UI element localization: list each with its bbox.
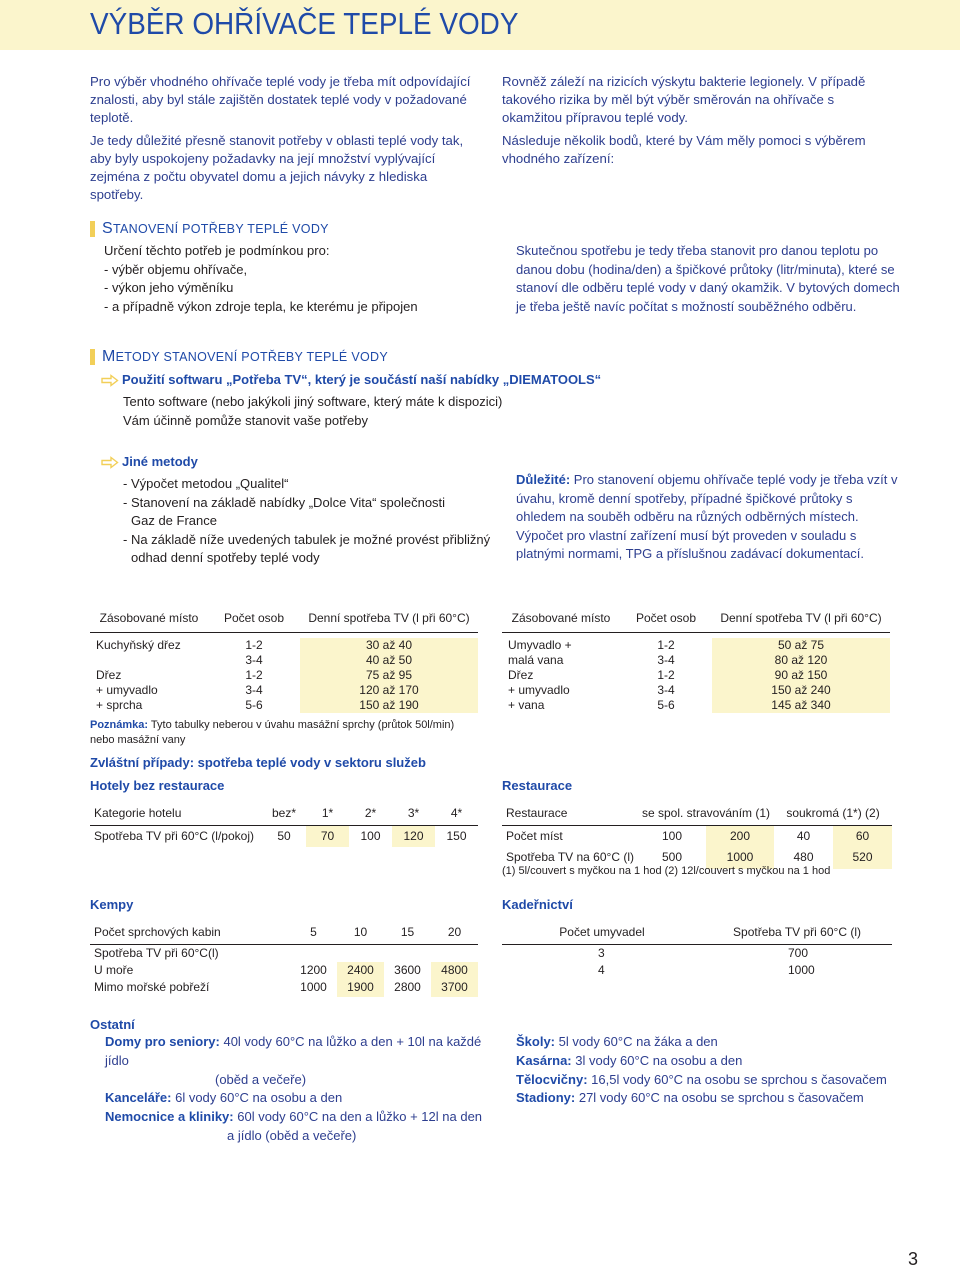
list-item: odhad denní spotřeby teplé vody (131, 550, 320, 566)
list-item: Domy pro seniory: 40l vody 60°C na lůžko a den + 10l na každé jídlo (105, 1034, 482, 1068)
page-number: 3 (907, 1249, 918, 1269)
table-row: + umyvadlo 3-4 150 až 240 (502, 683, 890, 698)
special-cases-title: Zvláštní případy: spotřeba teplé vody v sektoru služeb (90, 755, 426, 770)
section-heading-methods: METODY STANOVENÍ POTŘEBY TEPLÉ VODY (90, 346, 388, 369)
table-row: Počet umyvadel Spotřeba TV při 60°C (l) (502, 922, 892, 944)
list-item: - Stanovení na základě nabídky „Dolce Vita“ společnosti (123, 494, 446, 510)
intro-paragraph: Pro výběr vhodného ohřívače teplé vody je třeba mít odpovídající znalosti, aby byl stále zajištěn dostatek teplé vody v požadované teplotě. (90, 74, 471, 126)
list-item: Kasárna: 3l vody 60°C na osobu a den (516, 1052, 743, 1068)
restaurants-table (502, 803, 892, 869)
camps-table (90, 922, 478, 997)
header-rule (90, 632, 478, 633)
table-row: Mimo mořské pobřeží 1000 1900 2800 3700 (90, 979, 478, 997)
other-title: Ostatní (90, 1017, 135, 1032)
needs-list (104, 242, 494, 316)
intro-paragraph: Je tedy důležité přesně stanovit potřeby v oblasti teplé vody tak, aby byly uspokojeny požadavky na její množství vyplývající zejména z počtu obyvatel domu a jejich návyky z hlediska spotřeby. (90, 132, 464, 203)
table-note: Poznámka: Tyto tabulky neberou v úvahu masážní sprchy (průtok 50l/min) nebo masážní vany (90, 719, 455, 746)
table-row: malá vana 3-4 80 až 120 (502, 653, 890, 668)
table-row: Dřez 1-2 75 až 95 (90, 668, 478, 683)
table-row: 3 700 (598, 945, 809, 960)
camps-title: Kempy (90, 897, 134, 912)
list-item: - Na základě níže uvedených tabulek je možné provést přibližný (123, 531, 491, 547)
arrow-right-icon (101, 456, 119, 469)
table-row: Dřez 1-2 90 až 150 (502, 668, 890, 683)
restaurants-title: Restaurace (502, 778, 573, 793)
table-row: + vana 5-6 145 až 340 (502, 698, 890, 713)
hairdresser-title: Kadeřnictví (502, 897, 573, 912)
table-row: Spotřeba TV při 60°C(l) (94, 945, 219, 960)
list-item: Kanceláře: 6l vody 60°C na osobu a den (105, 1090, 343, 1106)
list-item: Určení těchto potřeb je podmínkou pro: (104, 243, 330, 258)
hotels-table (90, 803, 478, 847)
table-row: Počet míst 100 200 40 60 (502, 825, 892, 847)
table-row: 3-4 40 až 50 (90, 653, 478, 668)
intro-paragraph: Rovněž záleží na rizicích výskytu bakterie legionely. V případě takového rizika by měl být výběr směrován na ohřívače s okamžitou přípravou teplé vody. (502, 74, 866, 126)
list-item: Gaz de France (131, 513, 217, 529)
table-row: + sprcha 5-6 150 až 190 (90, 698, 478, 713)
section-marker (90, 349, 95, 365)
page-title: VÝBĚR OHŘÍVAČE TEPLÉ VODY (90, 6, 519, 41)
section-marker (90, 221, 95, 237)
table-right: Zásobované místo Počet osob Denní spotřeba TV (l při 60°C) Umyvadlo + 1-2 50 až 75 malá vana 3-4 80 až 120 Dřez 1-2 90 až 150 + umyvadlo 3-4 150 až 240 + vana 5-6 145 až 340 (502, 609, 890, 713)
table-row: Kategorie hotelu bez* 1* 2* 3* 4* (90, 803, 478, 825)
consumption-text: Skutečnou spotřebu je tedy třeba stanovit pro danou teplotu po danou dobu (hodina/den) a špičkové průtoky (litr/minuta), které se stanoví dle odběru teplé vody v daný okamžik. V bytových domech je třeba ještě navíc počítat s možností souběžného odběru. (516, 243, 900, 314)
intro-left (90, 73, 480, 208)
table-row: + umyvadlo 3-4 120 až 170 (90, 683, 478, 698)
list-item: - výkon jeho výměníku (104, 280, 234, 296)
table-left: Zásobované místo Počet osob Denní spotřeba TV (l při 60°C) Kuchyňský dřez 1-2 30 až 40 3-4 40 až 50 Dřez 1-2 75 až 95 + umyvadlo 3-4 120 až 170 + sprcha 5-6 150 až 190 Poznámka: Tyto tabulky neberou v úvahu masážní sprchy (průtok 50l/min) nebo masážní vany (90, 609, 478, 747)
hotels-title: Hotely bez restaurace (90, 778, 225, 793)
intro-right (502, 73, 897, 172)
table-row: U moře 1200 2400 3600 4800 (90, 962, 478, 979)
list-item: Nemocnice a kliniky: 60l vody 60°C na den a lůžko + 12l na den (105, 1109, 483, 1125)
table-row: Umyvadlo + 1-2 50 až 75 (502, 638, 890, 653)
intro-paragraph: Následuje několik bodů, které by Vám měly pomoci s výběrem vhodného zařízení: (502, 132, 866, 166)
important-note: Důležité: Pro stanovení objemu ohřívače teplé vody je třeba vzít v úvahu, kromě denní spotřeby, případné špičkové průtoky s ohledem na souběh odběru na různých odběrných místech. Výpočet pro vlastní zařízení musí být proveden v souladu s platnými normami, TPG a příslušnou zadávací dokumentací. (516, 472, 898, 561)
list-item: - a případně výkon zdroje tepla, ke kterému je připojen (104, 298, 418, 314)
list-item: Školy: 5l vody 60°C na žáka a den (516, 1034, 718, 1049)
header-rule (502, 632, 890, 633)
list-item: Tělocvičny: 16,5l vody 60°C na osobu se sprchou s časovačem (516, 1071, 887, 1087)
restaurants-note: (1) 5l/couvert s myčkou na 1 hod (2) 12l/couvert s myčkou na 1 hod (502, 865, 831, 877)
table-row: Spotřeba TV při 60°C (l/pokoj) 50 70 100 120 150 (90, 825, 478, 847)
other-methods: Jiné metody (101, 453, 198, 471)
list-item: - výběr objemu ohřívače, (104, 261, 248, 277)
table-row: Kuchyňský dřez 1-2 30 až 40 (90, 638, 478, 653)
other-methods-list (123, 475, 523, 568)
software-description: Tento software (nebo jakýkoli jiný software, který máte k dispozici) Vám účinně pomůže stanovit vaše potřeby (123, 394, 503, 428)
software-method: Použití softwaru „Potřeba TV“, který je součástí naší nabídky „DIEMATOOLS“ (101, 371, 601, 389)
list-item: Stadiony: 27l vody 60°C na osobu se sprchou s časovačem (516, 1090, 864, 1106)
table-row: Počet sprchových kabin 5 10 15 20 (90, 922, 478, 944)
table-row: Restaurace se spol. stravováním (1) soukromá (1*) (2) (502, 803, 892, 825)
arrow-right-icon (101, 374, 119, 387)
other-right-list (516, 1033, 906, 1108)
list-item: - Výpočet metodou „Qualitel“ (123, 476, 289, 491)
data-table (90, 638, 478, 713)
table-row: Spotřeba TV na 60°C (l) 500 1000 480 520 (502, 847, 892, 869)
section-heading-needs: STANOVENÍ POTŘEBY TEPLÉ VODY (90, 218, 329, 241)
other-left-list: Domy pro seniory: 40l vody 60°C na lůžko a den + 10l na každé jídlo (oběd a večeře) Kanceláře: 6l vody 60°C na osobu a den Nemocnice a kliniky: 60l vody 60°C na den a lůžko + 12l na den a jídlo (oběd a večeře) (105, 1033, 495, 1146)
table-row: 4 1000 (598, 962, 815, 977)
data-table (502, 638, 890, 713)
hairdresser-table (502, 922, 892, 979)
